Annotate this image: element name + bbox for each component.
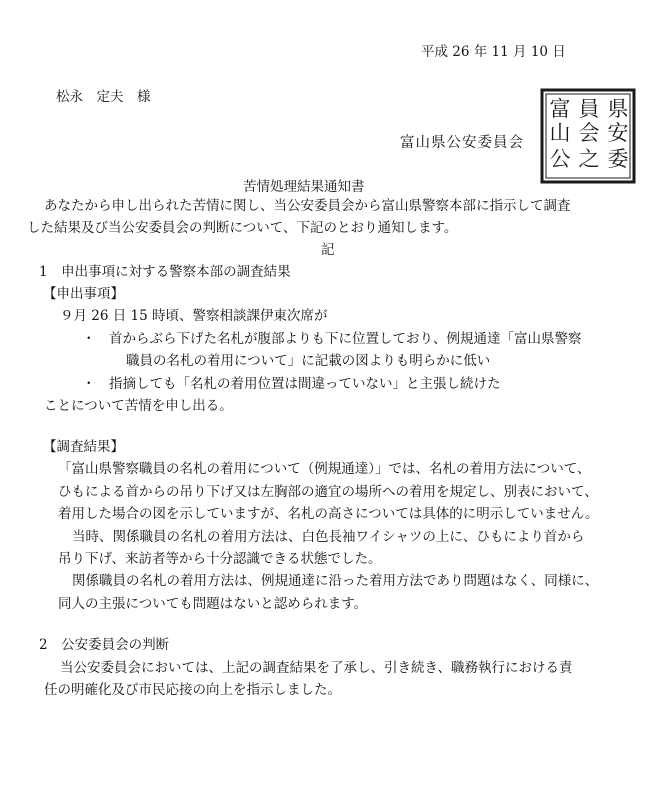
- result-line-1: 「富山県警察職員の名札の着用について（例規通達）」では、名札の着用方法について、: [58, 461, 591, 477]
- date: 平成 26 年 11 月 10 日: [421, 44, 566, 60]
- result-line-5: 吊り下げ、来訪者等から十分認識できる状態でした。: [58, 551, 382, 567]
- intro-line-1: あなたから申し出られた苦情に関し、当公安委員会から富山県警察本部に指示して調査: [44, 198, 571, 214]
- seal-char-0: 県: [607, 97, 629, 121]
- seal-char-8: 之: [578, 147, 600, 171]
- seal-char-1: 富: [549, 97, 571, 121]
- intro-line-2: した結果及び当公安委員会の判断について、下記のとおり通知します。: [27, 220, 458, 236]
- recipient: 松永 定夫 様: [56, 89, 151, 105]
- complaint-line-4: ・ 指摘しても「名札の着用位置は間違っていない」と主張し続けた: [82, 376, 501, 392]
- judgment-line-2: 任の明確化及び市民応接の向上を指示しました。: [44, 682, 341, 698]
- seal-char-6: 員: [578, 97, 600, 121]
- ki-marker: 記: [321, 242, 335, 258]
- result-label: 【調査結果】: [43, 439, 124, 455]
- complaint-line-1: ９月 26 日 15 時頃、警察相談課伊東次席が: [60, 308, 328, 324]
- sender-name: 富山県公安委員会: [400, 135, 524, 151]
- seal-char-4: 委: [607, 147, 629, 171]
- complaint-line-3: 職員の名札の着用について」に記載の図よりも明らかに低い: [126, 353, 491, 369]
- result-line-4: 当時、関係職員の名札の着用方法は、白色長袖ワイシャツの上に、ひもにより首から: [72, 529, 585, 545]
- seal-char-5: 公: [549, 147, 571, 171]
- section1-heading: 1 申出事項に対する警察本部の調査結果: [39, 264, 291, 280]
- complaint-line-2: ・ 首からぶら下げた名札が腹部よりも下に位置しており、例規通達「富山県警察: [82, 331, 582, 347]
- result-line-2: ひもによる首からの吊り下げ又は左胸部の適宜の場所への着用を規定し、別表において、: [58, 484, 598, 500]
- complaint-label: 【申出事項】: [43, 286, 124, 302]
- seal-char-3: 山: [549, 121, 571, 145]
- seal-char-2: 安: [607, 121, 629, 145]
- section2-heading: 2 公安委員会の判断: [39, 637, 170, 653]
- document-title: 苦情処理結果通知書: [243, 179, 365, 195]
- judgment-line-1: 当公安委員会においては、上記の調査結果を了承し、引き続き、職務執行における責: [60, 660, 573, 676]
- official-seal: [540, 88, 636, 184]
- result-line-3: 着用した場合の図を示していますが、名札の高さについては具体的に明示していません。: [58, 506, 599, 522]
- seal-char-7: 会: [578, 121, 600, 145]
- result-line-6: 関係職員の名札の着用方法は、例規通達に沿った着用方法であり問題はなく、同様に、: [72, 573, 599, 589]
- complaint-line-5: ことについて苦情を申し出る。: [44, 398, 233, 414]
- result-line-7: 同人の主張についても問題はないと認められます。: [58, 596, 368, 612]
